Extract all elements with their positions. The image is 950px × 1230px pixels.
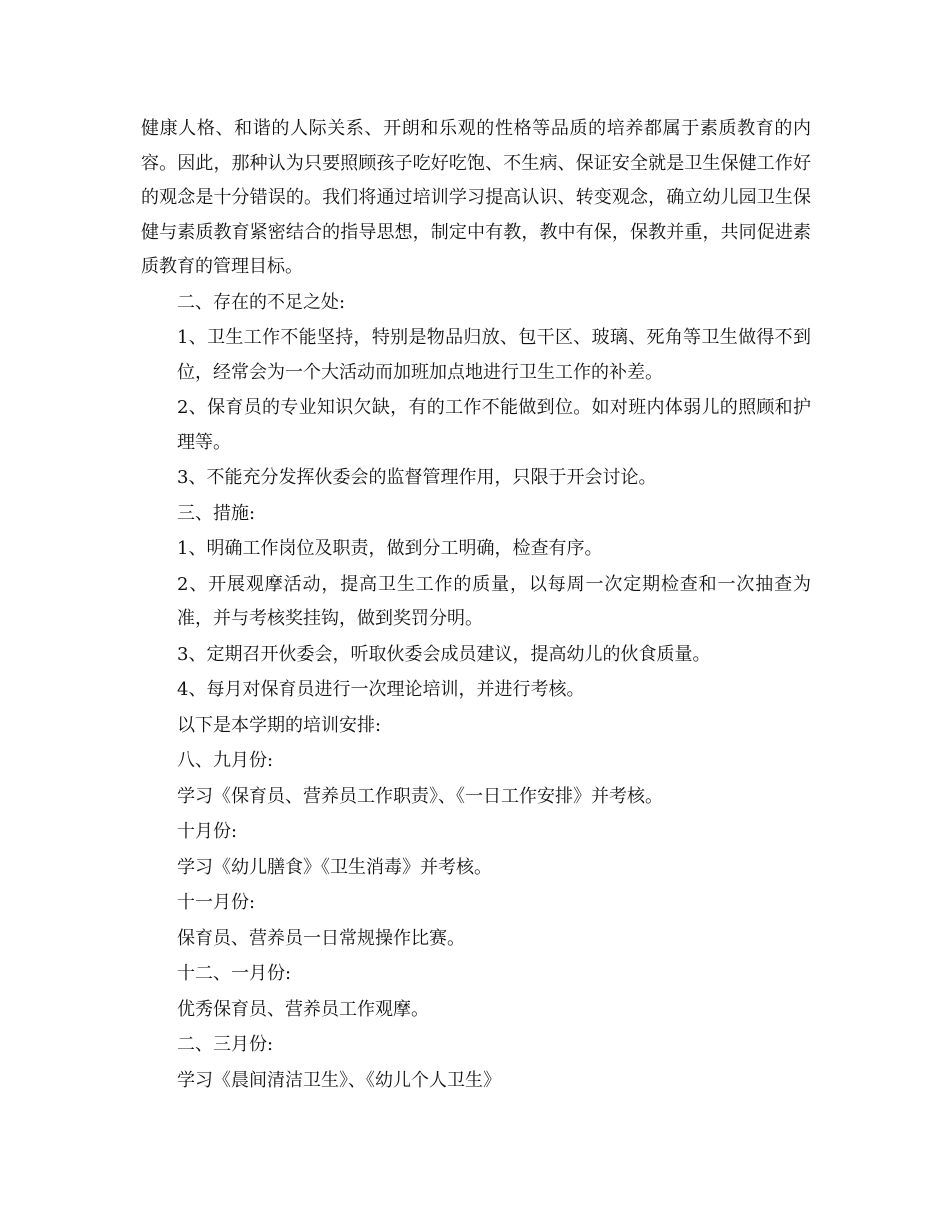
list-item: 2、保育员的专业知识欠缺，有的工作不能做到位。如对班内体弱儿的照顾和护理等。: [177, 397, 811, 453]
schedule-month: 十二、一月份:: [177, 963, 292, 984]
schedule-activity: 学习《晨间清洁卫生》、《幼儿个人卫生》: [177, 1069, 501, 1091]
list-item: 3、定期召开伙委会，听取伙委会成员建议，提高幼儿的伙食质量。: [177, 643, 711, 665]
document-body: [141, 112, 811, 1099]
list-item: 1、明确工作岗位及职责，做到分工明确，检查有序。: [177, 538, 603, 559]
schedule-month: 二、三月份:: [177, 1034, 274, 1055]
section-heading-shortcomings: 二、存在的不足之处:: [177, 291, 346, 313]
list-item: 2、开展观摩活动，提高卫生工作的质量，以每周一次定期检查和一次抽查为准，并与考核奖挂钩，做到奖罚分明。: [177, 573, 811, 629]
schedule-activity: 学习《保育员、营养员工作职责》、《一日工作安排》并考核。: [177, 785, 663, 807]
schedule-intro: 以下是本学期的培训安排:: [177, 714, 382, 736]
schedule-month: 八、九月份:: [177, 750, 274, 771]
list-item: 1、卫生工作不能坚持，特别是物品归放、包干区、玻璃、死角等卫生做得不到位，经常会为一个大活动而加班加点地进行卫生工作的补差。: [177, 327, 811, 383]
body-paragraph: 健康人格、和谐的人际关系、开朗和乐观的性格等品质的培养都属于素质教育的内容。因此，那种认为只要照顾孩子吃好吃饱、不生病、保证安全就是卫生保健工作好的观念是十分错误的。我们将通过培训学习提高认识、转变观念，确立幼儿园卫生保健与素质教育紧密结合的指导思想，制定中有教，教中有保，保教并重，共同促进素质教育的管理目标。: [141, 118, 811, 277]
schedule-activity: 学习《幼儿膳食》《卫生消毒》并考核。: [177, 856, 492, 878]
schedule-month: 十一月份:: [177, 892, 256, 913]
section-heading-measures: 三、措施:: [177, 502, 256, 524]
schedule-activity: 保育员、营养员一日常规操作比赛。: [177, 927, 465, 949]
schedule-activity: 优秀保育员、营养员工作观摩。: [177, 998, 429, 1020]
list-item: 3、不能充分发挥伙委会的监督管理作用，只限于开会讨论。: [177, 467, 657, 488]
schedule-month: 十月份:: [177, 821, 238, 842]
list-item: 4、每月对保育员进行一次理论培训，并进行考核。: [177, 679, 585, 700]
